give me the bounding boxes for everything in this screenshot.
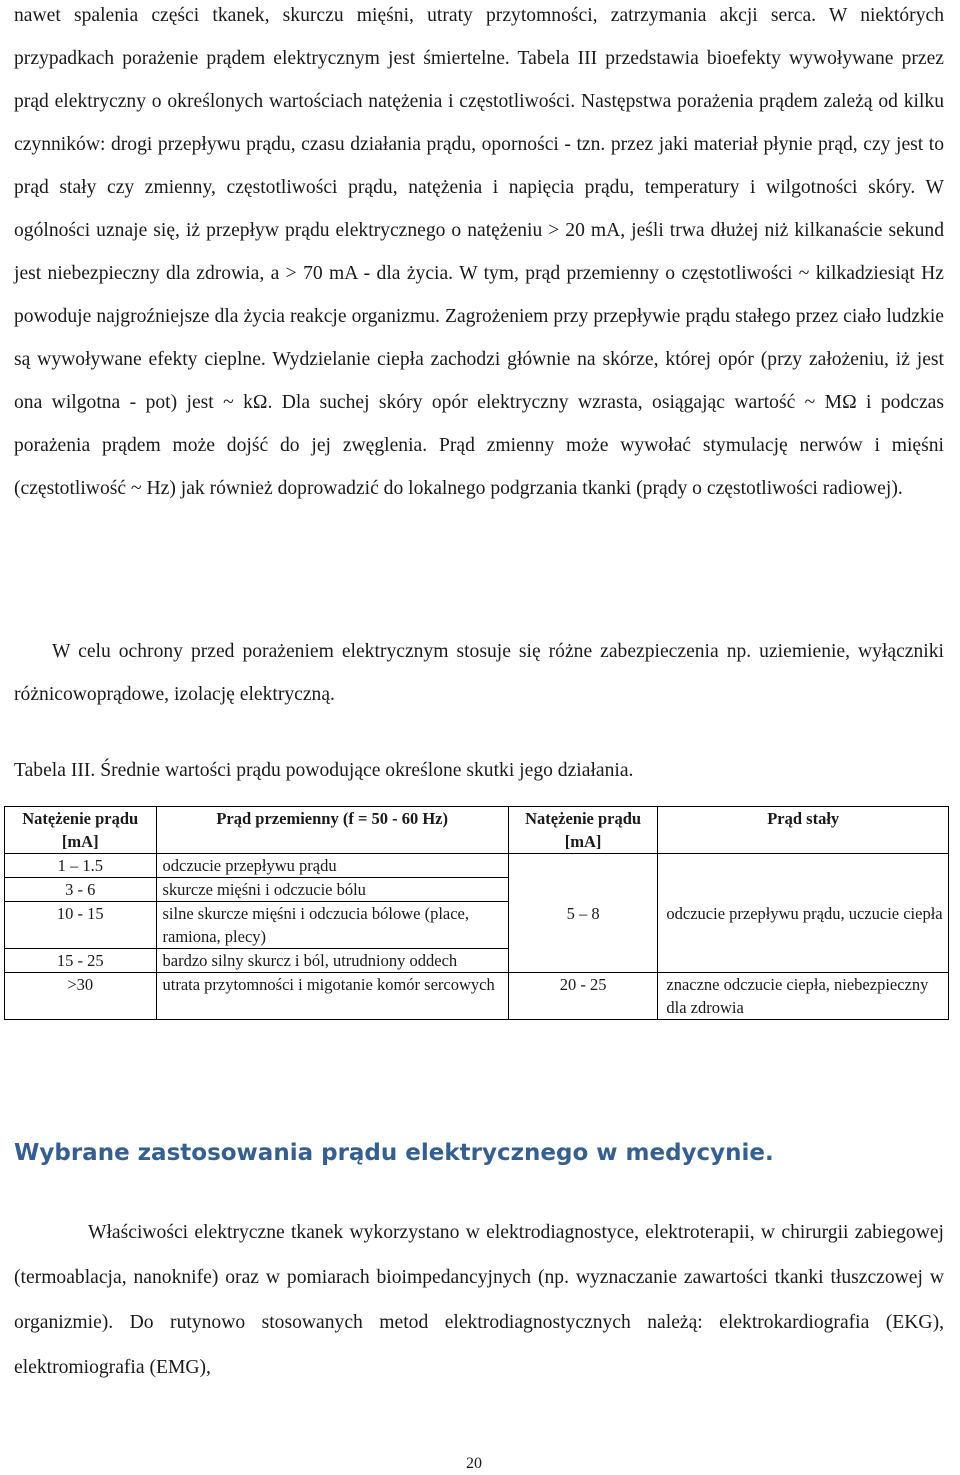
table-row	[5, 973, 949, 1020]
paragraph-protection: W celu ochrony przed porażeniem elektrycznym stosuje się różne zabezpieczenia np. uziemienie, wyłączniki różnicowoprądowe, izolację elektryczną.	[14, 641, 944, 705]
ac-effect-cell: bardzo silny skurcz i ból, utrudniony oddech	[156, 949, 508, 973]
dc-effect-cell: odczucie przepływu prądu, uczucie ciepła	[658, 854, 949, 973]
dc-current-cell: 20 - 25	[508, 973, 658, 1020]
page-number: 20	[466, 1455, 482, 1472]
ac-effect-cell: skurcze mięśni i odczucie bólu	[156, 878, 508, 902]
header-ac-current: Natężenie prądu [mA]	[5, 807, 157, 854]
ac-effect-cell: odczucie przepływu prądu	[156, 854, 508, 878]
table-row	[5, 854, 949, 878]
table-caption: Tabela III. Średnie wartości prądu powodujące określone skutki jego działania.	[14, 760, 634, 781]
ac-current-cell: 3 - 6	[5, 878, 157, 902]
paragraph-electric-shock-effects: nawet spalenia części tkanek, skurczu mięśni, utraty przytomności, zatrzymania akcji serca. W niektórych przypadkach porażenie prądem elektrycznym jest śmiertelne. Tabela III przedstawia bioefekty wywoływane przez prąd elektryczny o określonych wartościach natężenia i częstotliwości. Następstwa porażenia prądem zależą od kilku czynników: drogi przepływu prądu, czasu działania prądu, oporności - tzn. przez jaki materiał płynie prąd, czy jest to prąd stały czy zmienny, częstotliwości prądu, natężenia i napięcia prądu, temperatury i wilgotności skóry. W ogólności uznaje się, iż przepływ prądu elektrycznego o natężeniu > 20 mA, jeśli trwa dłużej niż kilkanaście sekund jest niebezpieczny dla zdrowia, a > 70 mA - dla życia. W tym, prąd przemienny o częstotliwości ~ kilkadziesiąt Hz powoduje najgroźniejsze dla życia reakcje organizmu. Zagrożeniem przy przepływie prądu stałego przez ciało ludzkie są wywoływane efekty cieplne. Wydzielanie ciepła zachodzi głównie na skórze, której opór (przy założeniu, iż jest ona wilgotna - pot) jest ~ kΩ. Dla suchej skóry opór elektryczny wzrasta, osiągając wartość ~ MΩ i podczas porażenia prądem może dojść do jej zwęglenia. Prąd zmienny może wywołać stymulację nerwów i mięśni (częstotliwość ~ Hz) jak również doprowadzić do lokalnego podgrzania tkanki (prądy o częstotliwości radiowej).	[14, 5, 944, 499]
header-ac-effect: Prąd przemienny (f = 50 - 60 Hz)	[156, 807, 508, 854]
ac-effect-cell: silne skurcze mięśni i odczucia bólowe (place, ramiona, plecy)	[156, 902, 508, 949]
ac-current-cell: 15 - 25	[5, 949, 157, 973]
ac-current-cell: 1 – 1.5	[5, 854, 157, 878]
ac-effect-cell: utrata przytomności i migotanie komór sercowych	[156, 973, 508, 1020]
current-effects-table	[4, 806, 949, 1020]
header-dc-effect: Prąd stały	[658, 807, 949, 854]
section-heading: Wybrane zastosowania prądu elektrycznego w medycynie.	[14, 1140, 774, 1166]
dc-current-cell: 5 – 8	[508, 854, 658, 973]
paragraph-medical-applications: Właściwości elektryczne tkanek wykorzystano w elektrodiagnostyce, elektroterapii, w chirurgii zabiegowej (termoablacja, nanoknife) oraz w pomiarach bioimpedancyjnych (np. wyznaczanie zawartości tkanki tłuszczowej w organizmie). Do rutynowo stosowanych metod elektrodiagnostycznych należą: elektrokardiografia (EKG), elektromiografia (EMG),	[14, 1222, 944, 1378]
table-header-row	[5, 807, 949, 854]
ac-current-cell: 10 - 15	[5, 902, 157, 949]
dc-effect-cell: znaczne odczucie ciepła, niebezpieczny dla zdrowia	[658, 973, 949, 1020]
header-dc-current: Natężenie prądu [mA]	[508, 807, 658, 854]
ac-current-cell: >30	[5, 973, 157, 1020]
